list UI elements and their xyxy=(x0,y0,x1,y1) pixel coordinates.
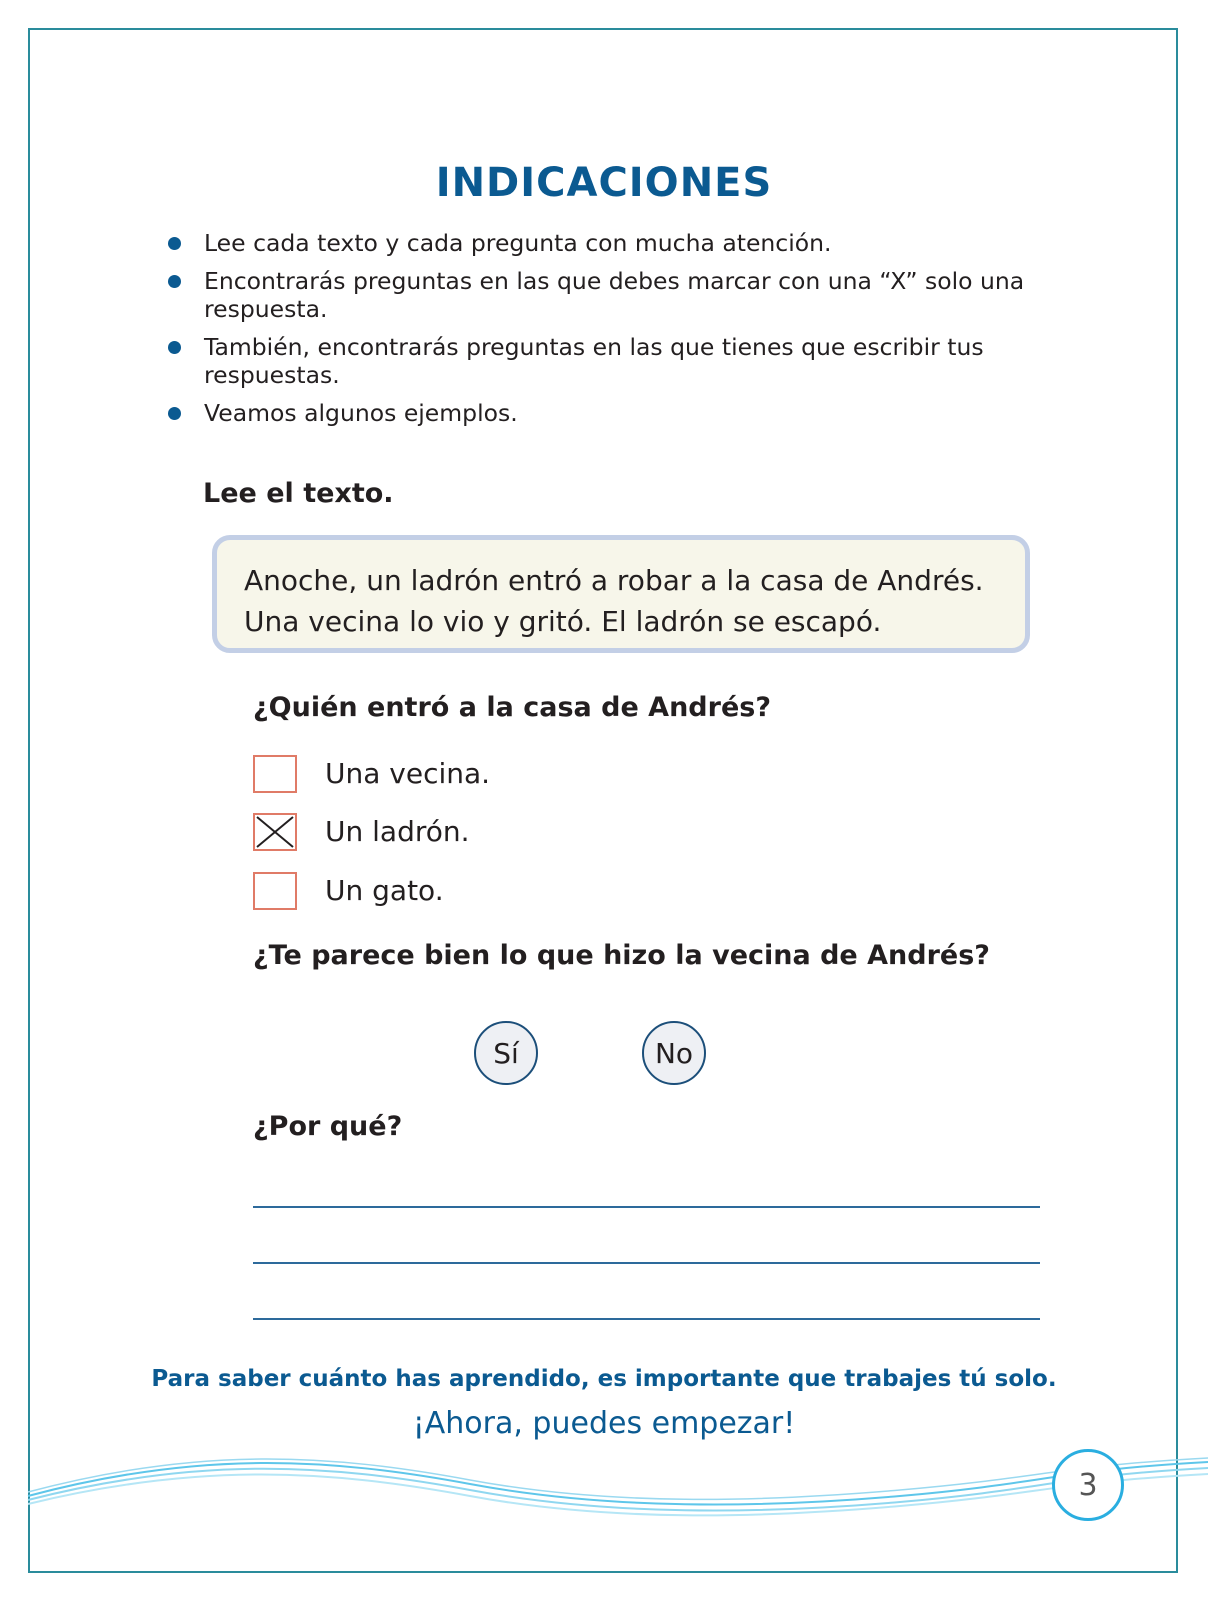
checkbox[interactable] xyxy=(253,755,297,793)
checkbox-checked[interactable] xyxy=(253,813,297,851)
answer-line[interactable] xyxy=(253,1206,1040,1208)
footer-start: ¡Ahora, puedes empezar! xyxy=(412,1406,796,1441)
question-3: ¿Por qué? xyxy=(253,1111,403,1142)
option-label: Un gato. xyxy=(325,874,444,907)
bullet-icon xyxy=(168,341,181,354)
instruction-item xyxy=(168,267,1048,323)
instruction-text: Lee cada texto y cada pregunta con mucha atención. xyxy=(204,229,832,257)
passage-line: Anoche, un ladrón entró a robar a la casa de Andrés. xyxy=(244,564,984,597)
wave-decoration xyxy=(0,1440,1208,1520)
no-option[interactable]: No xyxy=(642,1021,706,1085)
passage-line: Una vecina lo vio y gritó. El ladrón se escapó. xyxy=(244,605,882,638)
instruction-item xyxy=(168,399,1048,427)
read-prompt: Lee el texto. xyxy=(203,478,394,509)
checkbox[interactable] xyxy=(253,872,297,910)
bullet-icon xyxy=(168,237,181,250)
instruction-item xyxy=(168,333,1048,389)
instruction-item xyxy=(168,229,1048,257)
answer-line[interactable] xyxy=(253,1318,1040,1320)
passage-box xyxy=(212,535,1030,653)
option-label: Un ladrón. xyxy=(325,815,470,848)
instruction-text: Veamos algunos ejemplos. xyxy=(204,399,518,427)
page-title: INDICACIONES xyxy=(435,160,773,206)
x-mark-icon xyxy=(255,815,295,849)
bullet-icon xyxy=(168,407,181,420)
instruction-text: También, encontrarás preguntas en las que tienes que escribir tus respuestas. xyxy=(204,333,984,389)
instruction-text: Encontrarás preguntas en las que debes marcar con una “X” solo una respuesta. xyxy=(204,267,1025,323)
question-2: ¿Te parece bien lo que hizo la vecina de Andrés? xyxy=(253,940,990,971)
option-label: Una vecina. xyxy=(325,757,491,790)
yes-option[interactable]: Sí xyxy=(474,1021,538,1085)
footer-note: Para saber cuánto has aprendido, es importante que trabajes tú solo. xyxy=(151,1366,1057,1392)
bullet-icon xyxy=(168,275,181,288)
question-1: ¿Quién entró a la casa de Andrés? xyxy=(253,692,771,723)
page-number: 3 xyxy=(1052,1449,1124,1521)
instructions-list xyxy=(168,229,1048,437)
answer-line[interactable] xyxy=(253,1262,1040,1264)
